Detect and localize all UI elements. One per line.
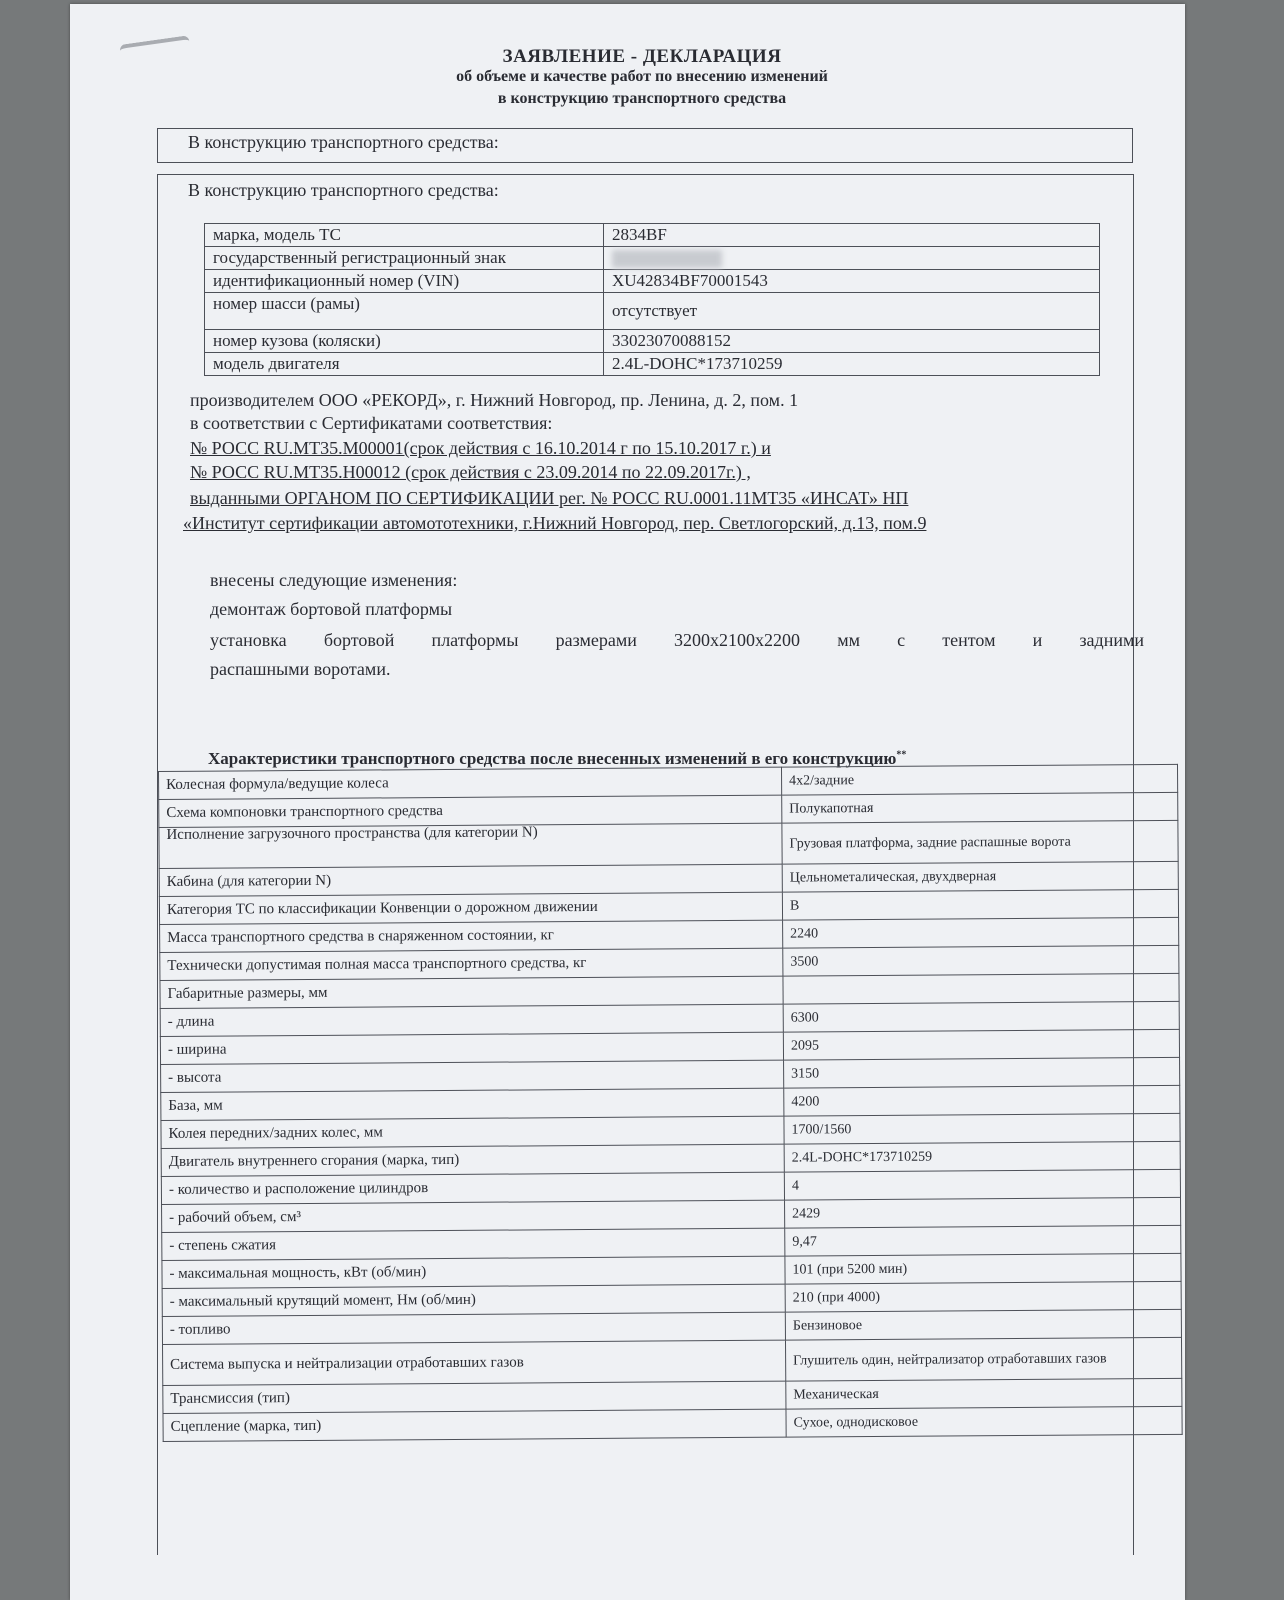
header-divider: [157, 162, 1133, 163]
certificate-1: № РОСС RU.MT35.M00001(срок действия с 16.10.2014 г по 15.10.2017 г.) и: [190, 438, 771, 458]
spec-value: Бензиновое: [785, 1309, 1181, 1340]
spec-value: [783, 973, 1179, 1004]
spec-label: Технически допустимая полная масса транспортного средства, кг: [160, 948, 783, 980]
vehicle-label: государственный регистрационный знак: [205, 247, 604, 270]
spec-value: 1700/1560: [784, 1113, 1180, 1144]
spec-value: Глушитель один, нейтрализатор отработавших газов: [785, 1337, 1181, 1381]
spec-value: 4х2/задние: [781, 764, 1177, 795]
spec-value: 6300: [783, 1001, 1179, 1032]
spec-label: Колея передних/задних колес, мм: [161, 1116, 784, 1148]
spec-value: Сухое, однодисковое: [786, 1406, 1182, 1437]
spec-label: Трансмиссия (тип): [163, 1381, 786, 1413]
spec-label: Система выпуска и нейтрализации отработавших газов: [163, 1340, 786, 1385]
change-item-2-continued: распашными воротами.: [210, 659, 391, 679]
spec-value: 3500: [783, 945, 1179, 976]
change-item-1: демонтаж бортовой платформы: [210, 599, 453, 619]
spec-label: - длина: [160, 1004, 783, 1036]
table-row: [205, 247, 1100, 270]
spec-value: 2.4L-DOHC*173710259: [784, 1141, 1180, 1172]
spec-label: Габаритные размеры, мм: [160, 976, 783, 1008]
spec-value: Полукапотная: [782, 792, 1178, 823]
certificate-institute: «Институт сертификации автомототехники, г.Нижний Новгород, пер. Светлогорский, д.13, пом.9: [183, 513, 927, 533]
spec-label: - максимальный крутящий момент, Нм (об/мин): [162, 1284, 785, 1316]
vehicle-label: номер шасси (рамы): [205, 293, 604, 330]
vehicle-identification-table: [204, 223, 1100, 376]
spec-label: Исполнение загрузочного пространства (для категории N): [159, 823, 782, 868]
spec-value: 4200: [784, 1085, 1180, 1116]
spec-label: - максимальная мощность, кВт (об/мин): [162, 1256, 785, 1288]
spec-label: Колесная формула/ведущие колеса: [159, 767, 782, 799]
spec-value: Грузовая платформа, задние распашные ворота: [782, 820, 1178, 864]
spec-value: 9,47: [785, 1225, 1181, 1256]
document-subtitle-line1: об объеме и качестве работ по внесению изменений: [456, 68, 828, 85]
characteristics-table: [158, 764, 1183, 1442]
spec-value: 2095: [783, 1029, 1179, 1060]
spec-value: 210 (при 4000): [785, 1281, 1181, 1312]
manufacturer-text: производителем ООО «РЕКОРД», г. Нижний Новгород, пр. Ленина, д. 2, пом. 1: [190, 390, 799, 410]
spec-value: 3150: [784, 1057, 1180, 1088]
vehicle-value: 2.4L-DOHC*173710259: [604, 353, 1100, 376]
spec-label: Масса транспортного средства в снаряженном состоянии, кг: [160, 920, 783, 952]
spec-label: - ширина: [160, 1032, 783, 1064]
vehicle-label: номер кузова (коляски): [205, 330, 604, 353]
vehicle-value: 2834BF: [604, 224, 1100, 247]
footnote-mark: **: [896, 749, 907, 761]
spec-value: Механическая: [786, 1378, 1182, 1409]
certificate-2: № РОСС RU.MT35.H00012 (срок действия с 23.09.2014 по 22.09.2017г.) ,: [190, 462, 751, 482]
spec-label: Категория ТС по классификации Конвенции о дорожном движении: [159, 892, 782, 924]
spec-value: 2240: [783, 917, 1179, 948]
spec-label: Схема компоновки транспортного средства: [159, 795, 782, 827]
spec-label: Двигатель внутреннего сгорания (марка, тип): [161, 1144, 784, 1176]
characteristics-title: Характеристики транспортного средства после внесенных изменений в его конструкцию**: [208, 749, 907, 768]
header-line-2: В конструкцию транспортного средства:: [188, 180, 499, 200]
spec-label: - степень сжатия: [162, 1228, 785, 1260]
changes-intro: внесены следующие изменения:: [210, 570, 458, 590]
table-row: [205, 353, 1100, 376]
table-row: [163, 1337, 1182, 1385]
table-row: [205, 293, 1100, 330]
change-item-2: установка бортовой платформы размерами 3200х2100х2200 мм с тентом и задними: [210, 630, 1144, 650]
spec-value: 101 (при 5200 мин): [785, 1253, 1181, 1284]
header-line-1: В конструкцию транспортного средства:: [188, 132, 499, 152]
spec-label: - рабочий объем, см³: [162, 1200, 785, 1232]
vehicle-value: XU42834BF70001543: [604, 270, 1100, 293]
spec-value: В: [782, 889, 1178, 920]
spec-label: База, мм: [161, 1088, 784, 1120]
spec-label: Кабина (для категории N): [159, 864, 782, 896]
compliance-intro: в соответствии с Сертификатами соответствия:: [190, 413, 553, 433]
vehicle-value: отсутствует: [604, 293, 1100, 330]
document-subtitle-line2: в конструкцию транспортного средства: [497, 90, 787, 107]
document-title: ЗАЯВЛЕНИЕ - ДЕКЛАРАЦИЯ: [502, 46, 782, 67]
spec-label: - количество и расположение цилиндров: [161, 1172, 784, 1204]
vehicle-label: идентификационный номер (VIN): [205, 270, 604, 293]
spec-value: 4: [784, 1169, 1180, 1200]
redacted-plate: [612, 250, 722, 268]
spec-label: - высота: [161, 1060, 784, 1092]
table-row: [205, 224, 1100, 247]
table-row: [205, 330, 1100, 353]
certificate-issuer: выданными ОРГАНОМ ПО СЕРТИФИКАЦИИ рег. № РОСС RU.0001.11МТ35 «ИНСАТ» НП: [190, 488, 909, 508]
spec-value: 2429: [785, 1197, 1181, 1228]
redacted-plate-cell: [604, 247, 1100, 270]
table-row: [205, 270, 1100, 293]
vehicle-value: 33023070088152: [604, 330, 1100, 353]
vehicle-label: марка, модель ТС: [205, 224, 604, 247]
vehicle-label: модель двигателя: [205, 353, 604, 376]
spec-label: Сцепление (марка, тип): [163, 1409, 786, 1441]
spec-value: Цельнометалическая, двухдверная: [782, 861, 1178, 892]
table-row: [159, 820, 1178, 868]
spec-label: - топливо: [162, 1312, 785, 1344]
